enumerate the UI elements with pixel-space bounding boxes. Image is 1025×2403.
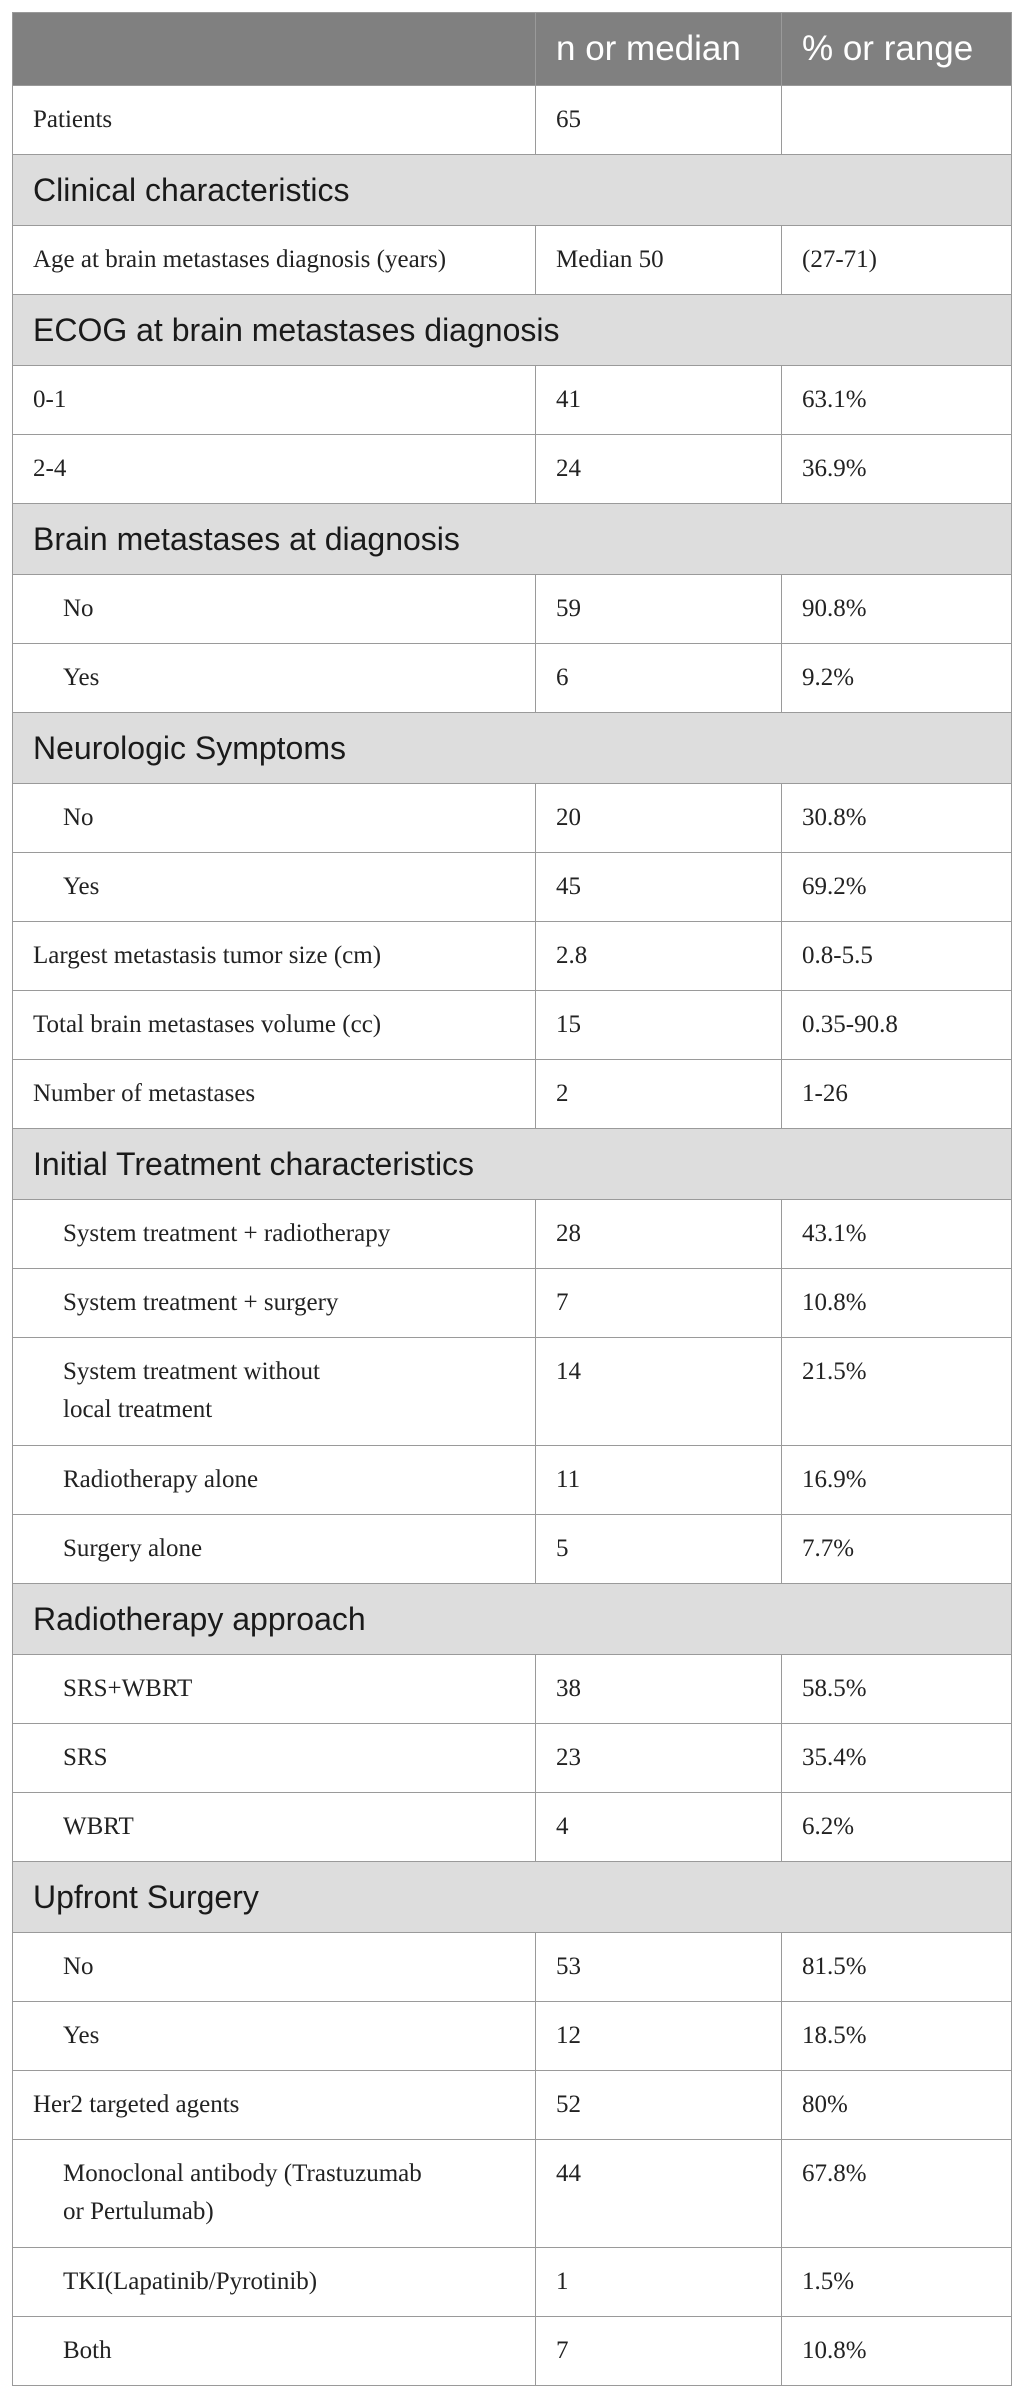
row-label: Yes	[13, 853, 536, 922]
row-label: SRS+WBRT	[13, 1655, 536, 1724]
row-n-value: 44	[536, 2140, 782, 2248]
section-header-row	[13, 1129, 1012, 1200]
table-row	[13, 2071, 1012, 2140]
section-header-label: Initial Treatment characteristics	[13, 1129, 1012, 1200]
characteristics-table	[12, 12, 1012, 2386]
table-row	[13, 1338, 1012, 1446]
row-percent-value: 30.8%	[782, 784, 1012, 853]
row-percent-value: 6.2%	[782, 1793, 1012, 1862]
table-row	[13, 1269, 1012, 1338]
section-header-row	[13, 504, 1012, 575]
row-percent-value: 9.2%	[782, 644, 1012, 713]
row-n-value: 5	[536, 1515, 782, 1584]
row-percent-value	[782, 86, 1012, 155]
row-percent-value: 36.9%	[782, 435, 1012, 504]
section-header-label: Neurologic Symptoms	[13, 713, 1012, 784]
section-header-label: Brain metastases at diagnosis	[13, 504, 1012, 575]
row-percent-value: 7.7%	[782, 1515, 1012, 1584]
row-n-value: 2.8	[536, 922, 782, 991]
row-label: WBRT	[13, 1793, 536, 1862]
table-row	[13, 366, 1012, 435]
row-label: No	[13, 575, 536, 644]
row-n-value: 4	[536, 1793, 782, 1862]
row-n-value: 53	[536, 1933, 782, 2002]
row-n-value: 2	[536, 1060, 782, 1129]
row-label: System treatment + radiotherapy	[13, 1200, 536, 1269]
row-percent-value: 69.2%	[782, 853, 1012, 922]
table-row	[13, 1060, 1012, 1129]
row-n-value: 11	[536, 1446, 782, 1515]
row-label: Yes	[13, 644, 536, 713]
row-percent-value: 90.8%	[782, 575, 1012, 644]
table-row	[13, 1933, 1012, 2002]
row-label: Number of metastases	[13, 1060, 536, 1129]
header-row	[13, 13, 1012, 86]
table-row	[13, 1446, 1012, 1515]
table-row	[13, 853, 1012, 922]
table-row	[13, 2140, 1012, 2248]
row-label: No	[13, 784, 536, 853]
section-header-row	[13, 295, 1012, 366]
row-n-value: 38	[536, 1655, 782, 1724]
row-n-value: 15	[536, 991, 782, 1060]
row-n-value: 1	[536, 2248, 782, 2317]
row-n-value: 41	[536, 366, 782, 435]
table-header	[13, 13, 1012, 86]
row-label: TKI(Lapatinib/Pyrotinib)	[13, 2248, 536, 2317]
row-percent-value: 58.5%	[782, 1655, 1012, 1724]
row-n-value: 7	[536, 2317, 782, 2386]
row-percent-value: 18.5%	[782, 2002, 1012, 2071]
row-percent-value: 1-26	[782, 1060, 1012, 1129]
row-percent-value: 21.5%	[782, 1338, 1012, 1446]
row-percent-value: 16.9%	[782, 1446, 1012, 1515]
section-header-label: Upfront Surgery	[13, 1862, 1012, 1933]
table-row	[13, 991, 1012, 1060]
table-row	[13, 2317, 1012, 2386]
row-label: No	[13, 1933, 536, 2002]
row-percent-value: 0.8-5.5	[782, 922, 1012, 991]
table-row	[13, 86, 1012, 155]
row-n-value: 6	[536, 644, 782, 713]
row-label: Patients	[13, 86, 536, 155]
header-percent-or-range: % or range	[782, 13, 1012, 86]
table-row	[13, 2002, 1012, 2071]
row-n-value: 23	[536, 1724, 782, 1793]
table-row	[13, 575, 1012, 644]
row-label: Age at brain metastases diagnosis (years)	[13, 226, 536, 295]
row-label: 0-1	[13, 366, 536, 435]
table-row	[13, 226, 1012, 295]
table-row	[13, 1200, 1012, 1269]
row-percent-value: 0.35-90.8	[782, 991, 1012, 1060]
row-label: Yes	[13, 2002, 536, 2071]
row-label: Monoclonal antibody (Trastuzumab or Pertulumab)	[13, 2140, 536, 2248]
table-row	[13, 1793, 1012, 1862]
row-percent-value: 63.1%	[782, 366, 1012, 435]
table-row	[13, 1655, 1012, 1724]
section-header-row	[13, 1584, 1012, 1655]
row-n-value: 14	[536, 1338, 782, 1446]
section-header-label: Radiotherapy approach	[13, 1584, 1012, 1655]
row-n-value: 59	[536, 575, 782, 644]
row-n-value: Median 50	[536, 226, 782, 295]
row-percent-value: 35.4%	[782, 1724, 1012, 1793]
row-n-value: 28	[536, 1200, 782, 1269]
section-header-row	[13, 1862, 1012, 1933]
row-label: Her2 targeted agents	[13, 2071, 536, 2140]
table-row	[13, 2248, 1012, 2317]
row-percent-value: 43.1%	[782, 1200, 1012, 1269]
table-row	[13, 1724, 1012, 1793]
row-label: 2-4	[13, 435, 536, 504]
row-label: Total brain metastases volume (cc)	[13, 991, 536, 1060]
row-percent-value: 67.8%	[782, 2140, 1012, 2248]
row-percent-value: 10.8%	[782, 1269, 1012, 1338]
row-label: Both	[13, 2317, 536, 2386]
table-body	[13, 86, 1012, 2386]
row-percent-value: 81.5%	[782, 1933, 1012, 2002]
row-n-value: 7	[536, 1269, 782, 1338]
row-label: Surgery alone	[13, 1515, 536, 1584]
row-n-value: 24	[536, 435, 782, 504]
row-label: Largest metastasis tumor size (cm)	[13, 922, 536, 991]
row-percent-value: (27-71)	[782, 226, 1012, 295]
row-percent-value: 10.8%	[782, 2317, 1012, 2386]
table-row	[13, 435, 1012, 504]
row-label: System treatment without local treatment	[13, 1338, 536, 1446]
table-row	[13, 784, 1012, 853]
row-n-value: 12	[536, 2002, 782, 2071]
table-row	[13, 644, 1012, 713]
row-percent-value: 80%	[782, 2071, 1012, 2140]
section-header-label: ECOG at brain metastases diagnosis	[13, 295, 1012, 366]
header-label-column	[13, 13, 536, 86]
row-label: SRS	[13, 1724, 536, 1793]
table-row	[13, 1515, 1012, 1584]
section-header-label: Clinical characteristics	[13, 155, 1012, 226]
header-n-or-median: n or median	[536, 13, 782, 86]
row-n-value: 52	[536, 2071, 782, 2140]
row-percent-value: 1.5%	[782, 2248, 1012, 2317]
row-n-value: 20	[536, 784, 782, 853]
section-header-row	[13, 713, 1012, 784]
row-label: Radiotherapy alone	[13, 1446, 536, 1515]
row-n-value: 45	[536, 853, 782, 922]
table-row	[13, 922, 1012, 991]
section-header-row	[13, 155, 1012, 226]
row-n-value: 65	[536, 86, 782, 155]
row-label: System treatment + surgery	[13, 1269, 536, 1338]
